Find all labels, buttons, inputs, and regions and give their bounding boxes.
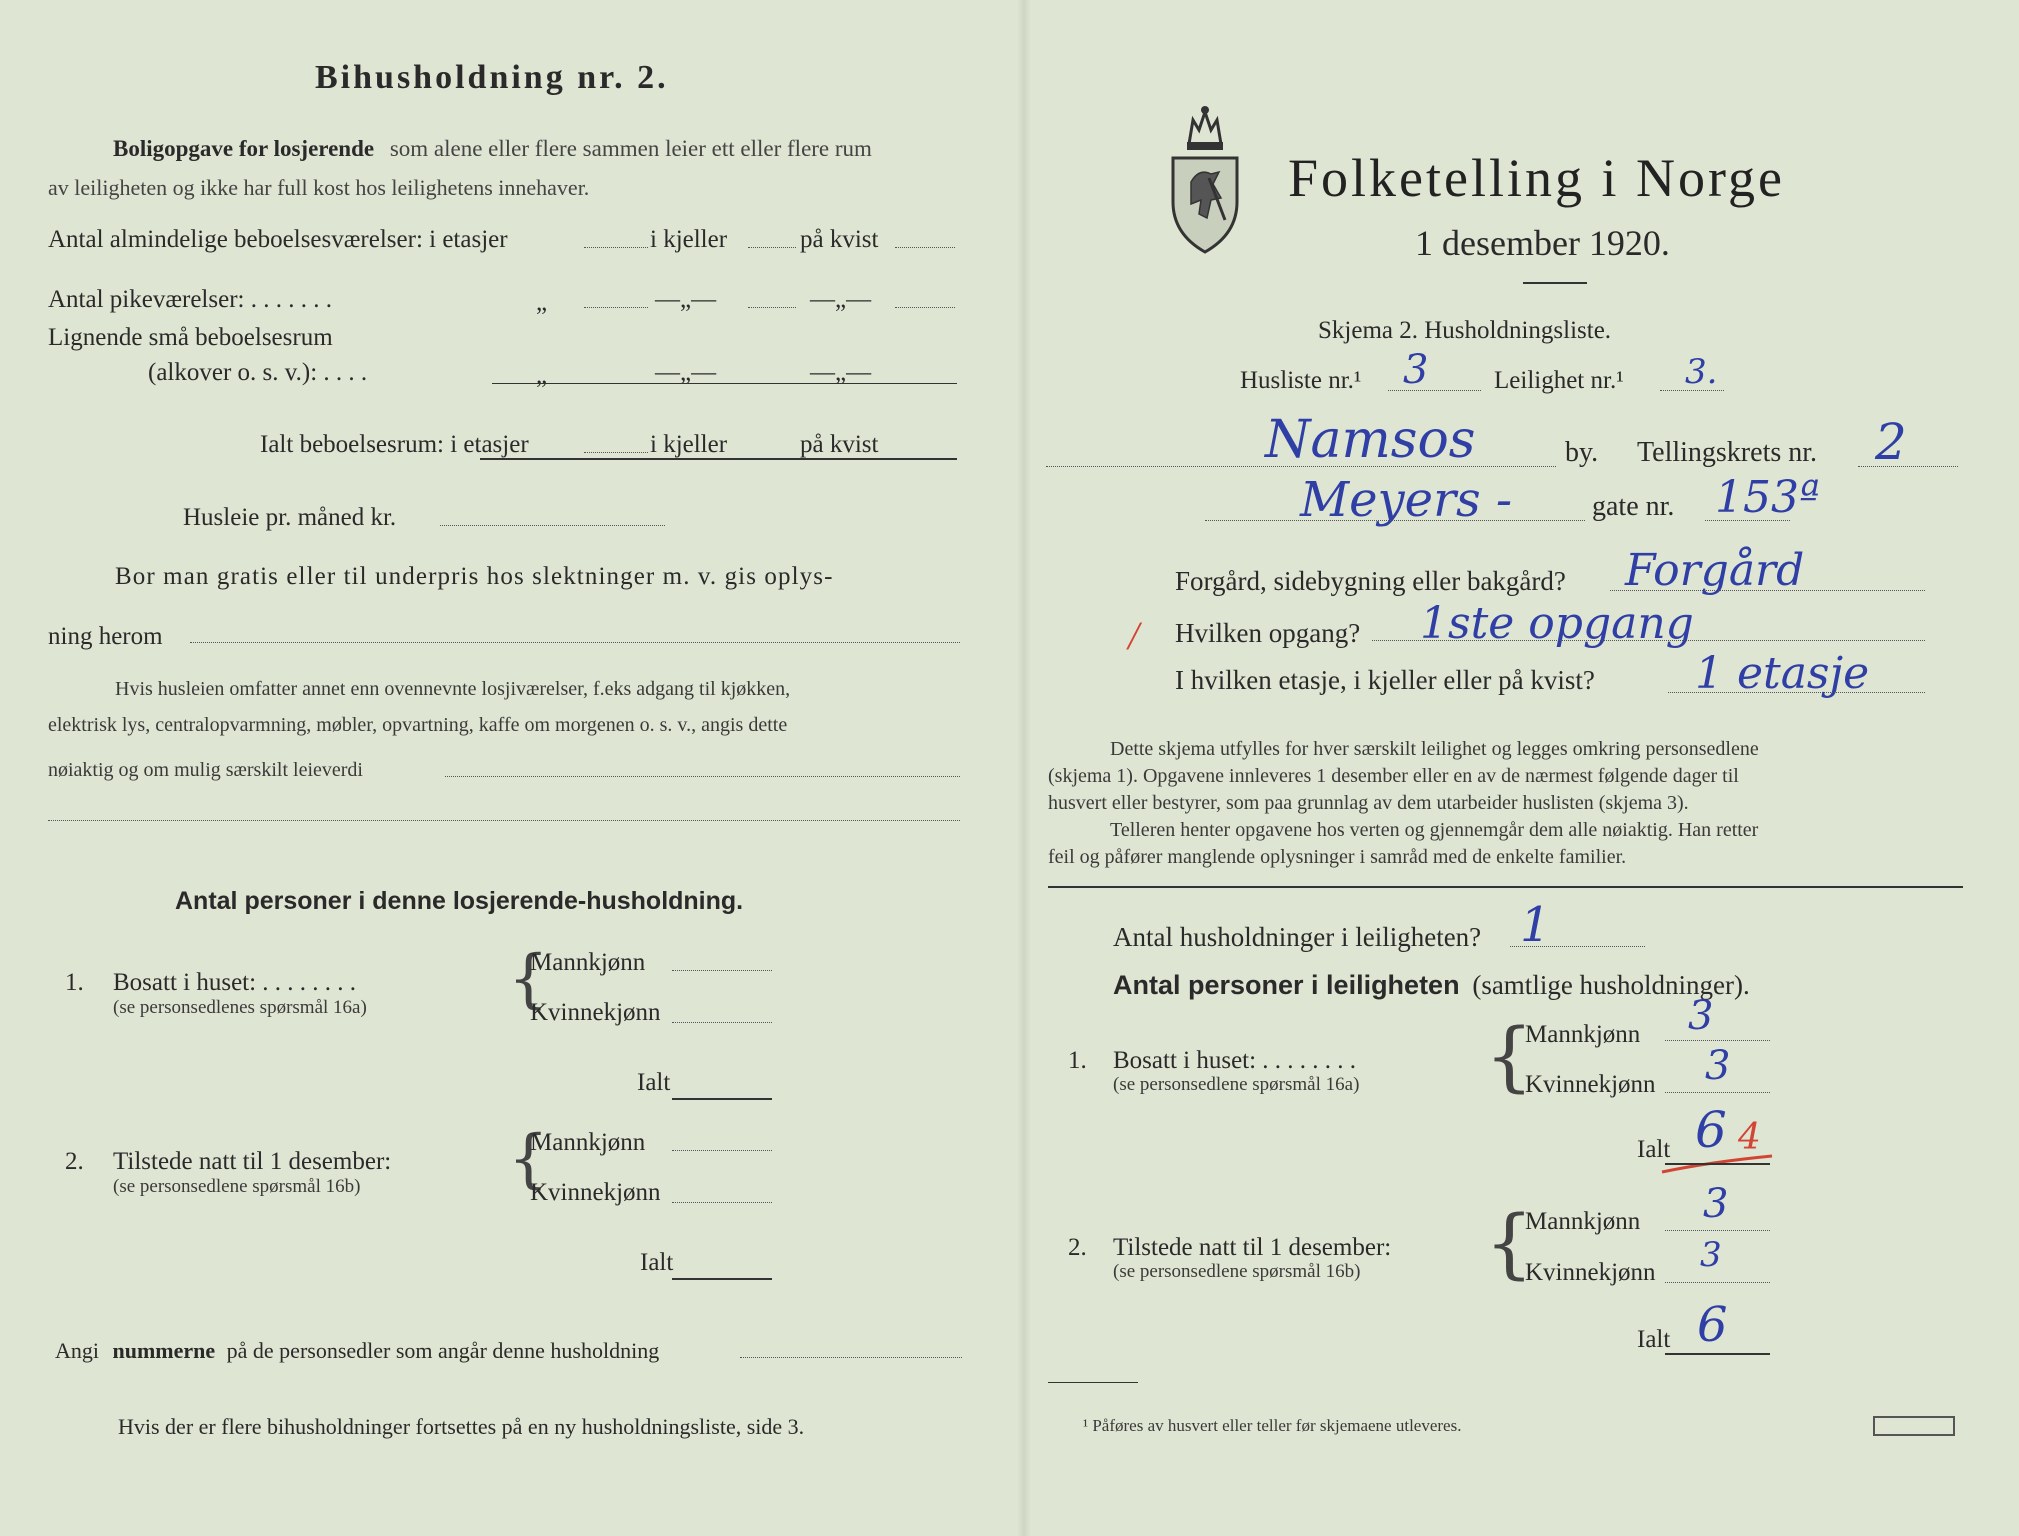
right-persons-heading-bold: Antal personer i leiligheten: [1113, 970, 1460, 1000]
small-text-2: elektrisk lys, centralopvarmning, møbler, opvartning, kaffe om morgenen o. s. v., angis dette: [48, 714, 788, 736]
left-q1-ialt-line[interactable]: [672, 1098, 772, 1100]
info-text-1: Dette skjema utfylles for hver særskilt leilighet og legges omkring personsedlene: [1110, 738, 1759, 760]
left-q2-kvinne: Kvinnekjønn: [530, 1179, 661, 1206]
right-q2-mann-value[interactable]: 3: [1703, 1181, 1729, 1227]
forgaard-value[interactable]: Forgård: [1625, 545, 1805, 596]
right-persons-heading: [1113, 970, 1750, 1000]
left-q2-mann: Mannkjønn: [530, 1129, 646, 1156]
left-q1-mann-line[interactable]: [672, 970, 772, 971]
gratis-line[interactable]: [190, 642, 960, 643]
right-q2-sub: (se personsedlene spørsmål 16b): [1113, 1261, 1361, 1282]
right-footnote: ¹ Påføres av husvert eller teller før skjemaene utleveres.: [1083, 1416, 1462, 1435]
right-q1-mann-line: [1665, 1040, 1770, 1041]
right-title: Folketelling i Norge: [1288, 148, 1785, 208]
husliste-value[interactable]: 3: [1403, 347, 1429, 393]
tellingskrets-label: Tellingskrets nr.: [1637, 437, 1818, 468]
right-q1-brace: {: [1485, 1011, 1534, 1100]
right-q2-mann-line: [1665, 1230, 1770, 1231]
husholdninger-value[interactable]: 1: [1520, 897, 1551, 953]
husholdninger-label: Antal husholdninger i leiligheten?: [1113, 922, 1482, 952]
lignende-ditto-2: —„—: [655, 359, 717, 386]
husleie-line[interactable]: [440, 525, 665, 526]
info-text-5: feil og påfører manglende oplysninger i samråd med de enkelte familier.: [1048, 846, 1627, 868]
right-q1-ialt-value[interactable]: 6: [1695, 1101, 1727, 1159]
right-q2-mann: Mannkjønn: [1525, 1208, 1641, 1235]
angi-pre: Angi: [55, 1338, 99, 1363]
intro-bold: Boligopgave for losjerende: [113, 136, 375, 161]
ialt-beboelse-underline: [480, 458, 957, 460]
angi-post: på de personsedler som angår denne husholdning: [226, 1338, 660, 1363]
right-q1-num: 1.: [1068, 1047, 1087, 1074]
left-q1-brace: {: [508, 942, 549, 1016]
by-line: [1046, 466, 1556, 467]
etasje-value[interactable]: 1 etasje: [1695, 648, 1870, 699]
right-q2-num: 2.: [1068, 1234, 1087, 1261]
left-q1-num: 1.: [65, 969, 84, 996]
opgang-line: [1372, 640, 1925, 641]
kjeller-label-2: i kjeller: [650, 431, 728, 458]
left-q2-mann-line[interactable]: [672, 1150, 772, 1151]
left-q2-ialt-line[interactable]: [672, 1278, 772, 1280]
right-q1-label: Bosatt i huset: . . . . . . . .: [1113, 1047, 1357, 1074]
right-q2-ialt-value[interactable]: 6: [1697, 1297, 1728, 1353]
intro-line-2: av leiligheten og ikke har full kost hos leilighetens innehaver.: [48, 175, 590, 200]
small-text-1: Hvis husleien omfatter annet enn ovennevnte losjiværelser, f.eks adgang til kjøkken,: [115, 678, 791, 700]
pike-ditto-2: —„—: [655, 286, 717, 313]
schema-label: Skjema 2. Husholdningsliste.: [1318, 317, 1612, 344]
info-rule: [1048, 886, 1963, 888]
gate-label: gate nr.: [1592, 491, 1675, 522]
tellingskrets-line: [1858, 466, 1958, 467]
pike-line-2[interactable]: [748, 307, 796, 308]
pike-line-3[interactable]: [895, 307, 955, 308]
left-q2-sub: (se personsedlene spørsmål 16b): [113, 1176, 361, 1197]
gratis-line-1: Bor man gratis eller til underpris hos slektninger m. v. gis oplys-: [115, 563, 834, 590]
small-text-3: nøiaktig og om mulig særskilt leieverdi: [48, 759, 363, 781]
left-q1-kvinne-line[interactable]: [672, 1022, 772, 1023]
kjeller-label-1: i kjeller: [650, 226, 728, 253]
lignende-ditto-1: „: [536, 362, 548, 389]
right-q1-ialt: Ialt: [1637, 1136, 1671, 1163]
info-text-3: husvert eller bestyrer, som paa grunnlag av dem utarbeider huslisten (skjema 3).: [1048, 792, 1689, 814]
forgaard-line: [1610, 590, 1925, 591]
right-q2-ialt: Ialt: [1637, 1326, 1671, 1353]
kvist-label-1: på kvist: [800, 226, 879, 253]
gate-line: [1205, 520, 1585, 521]
antal-beboelse-label: Antal almindelige beboelsesværelser: i etasjer: [48, 226, 508, 253]
opgang-value[interactable]: 1ste opgang: [1420, 598, 1694, 649]
etasje-label: I hvilken etasje, i kjeller eller på kvist?: [1175, 665, 1595, 695]
kvist-label-2: på kvist: [800, 431, 879, 458]
kjeller-line-1[interactable]: [748, 247, 796, 248]
right-q1-mann: Mannkjønn: [1525, 1021, 1641, 1048]
pike-ditto-1: „: [536, 289, 548, 316]
right-q1-ialt-line: [1665, 1163, 1770, 1165]
left-q1-sub: (se personsedlenes spørsmål 16a): [113, 997, 367, 1018]
by-value[interactable]: Namsos: [1265, 410, 1476, 470]
leilighet-value[interactable]: 3.: [1685, 352, 1718, 392]
right-q2-brace: {: [1485, 1198, 1534, 1287]
right-q2-kvinne-value[interactable]: 3: [1700, 1235, 1722, 1275]
left-q2-brace: {: [508, 1122, 549, 1196]
etasjer-line[interactable]: [584, 247, 648, 248]
right-date: 1 desember 1920.: [1415, 223, 1670, 263]
husliste-line: [1388, 390, 1481, 391]
red-strike-icon: [1660, 1150, 1775, 1180]
lignende-ditto-3: —„—: [810, 359, 872, 386]
left-q2-label: Tilstede natt til 1 desember:: [113, 1148, 392, 1175]
pike-ditto-3: —„—: [810, 286, 872, 313]
gratis-line-2: ning herom: [48, 623, 163, 650]
by-label: by.: [1565, 437, 1599, 468]
pikevaerelser-label: Antal pikeværelser: . . . . . . .: [48, 286, 332, 313]
printer-stamp-icon: [1873, 1416, 1955, 1436]
husholdninger-line: [1510, 946, 1645, 947]
left-q2-kvinne-line[interactable]: [672, 1202, 772, 1203]
gate-nr-value[interactable]: 153ª: [1715, 472, 1820, 523]
left-q1-mann: Mannkjønn: [530, 949, 646, 976]
kvist-line-1[interactable]: [895, 247, 955, 248]
right-q1-kvinne: Kvinnekjønn: [1525, 1071, 1656, 1098]
info-text-4: Telleren henter opgavene hos verten og gjennemgår dem alle nøiaktig. Han retter: [1110, 819, 1759, 841]
lignende-label-1: Lignende små beboelsesrum: [48, 324, 333, 351]
left-q1-label: Bosatt i huset: . . . . . . . .: [113, 969, 357, 996]
left-title: Bihusholdning nr. 2.: [315, 59, 669, 96]
right-q1-sub: (se personsedlene spørsmål 16a): [1113, 1074, 1360, 1095]
leilighet-label: Leilighet nr.¹: [1494, 367, 1624, 394]
page-fold: [1017, 0, 1031, 1536]
gate-value[interactable]: Meyers -: [1300, 472, 1513, 528]
leieverdi-line-2[interactable]: [48, 820, 960, 821]
opgang-red-mark: /: [1128, 613, 1140, 658]
left-q2-ialt: Ialt: [640, 1249, 674, 1276]
husleie-label: Husleie pr. måned kr.: [183, 504, 397, 531]
ialt-etasjer-line[interactable]: [584, 452, 648, 453]
leieverdi-line[interactable]: [445, 776, 960, 777]
left-q2-num: 2.: [65, 1148, 84, 1175]
left-q1-kvinne: Kvinnekjønn: [530, 999, 661, 1026]
intro-rest: som alene eller flere sammen leier ett eller flere rum: [389, 136, 872, 161]
forgaard-label: Forgård, sidebygning eller bakgård?: [1175, 566, 1566, 596]
date-rule: [1523, 282, 1587, 284]
leilighet-line: [1660, 390, 1724, 391]
right-q1-kvinne-line: [1665, 1092, 1770, 1093]
right-q2-label: Tilstede natt til 1 desember:: [1113, 1234, 1392, 1261]
right-q2-kvinne: Kvinnekjønn: [1525, 1259, 1656, 1286]
intro-line-1: [113, 134, 872, 164]
pike-line-1[interactable]: [584, 307, 648, 308]
left-q1-ialt: Ialt: [637, 1069, 671, 1096]
etasje-line: [1668, 692, 1925, 693]
angi-line: [55, 1336, 659, 1366]
right-q1-kvinne-value[interactable]: 3: [1705, 1043, 1731, 1089]
right-q2-kvinne-line: [1665, 1282, 1770, 1283]
husliste-label: Husliste nr.¹: [1240, 367, 1362, 394]
left-persons-heading: Antal personer i denne losjerende-husholdning.: [175, 887, 744, 915]
angi-bold: nummerne: [112, 1338, 216, 1363]
tellingskrets-value[interactable]: 2: [1875, 413, 1907, 471]
right-q2-ialt-line: [1665, 1353, 1770, 1355]
lignende-underline: [492, 383, 957, 384]
gate-nr-line: [1705, 520, 1790, 521]
footnote-rule: [1048, 1382, 1138, 1383]
coat-of-arms-icon: [1163, 102, 1247, 256]
opgang-label: Hvilken opgang?: [1175, 618, 1361, 648]
right-q1-ialt-struck: 4: [1738, 1117, 1761, 1158]
angi-fill-line[interactable]: [740, 1357, 962, 1358]
ialt-beboelse-label: Ialt beboelsesrum: i etasjer: [260, 431, 529, 458]
right-persons-heading-rest: (samtlige husholdninger).: [1472, 970, 1750, 1000]
lignende-label-2: (alkover o. s. v.): . . . .: [148, 359, 368, 386]
right-q1-mann-value[interactable]: 3: [1688, 993, 1714, 1039]
info-text-2: (skjema 1). Opgavene innleveres 1 desember eller en av de nærmest følgende dager til: [1048, 765, 1739, 787]
left-footer: Hvis der er flere bihusholdninger fortsettes på en ny husholdningsliste, side 3.: [118, 1414, 805, 1439]
